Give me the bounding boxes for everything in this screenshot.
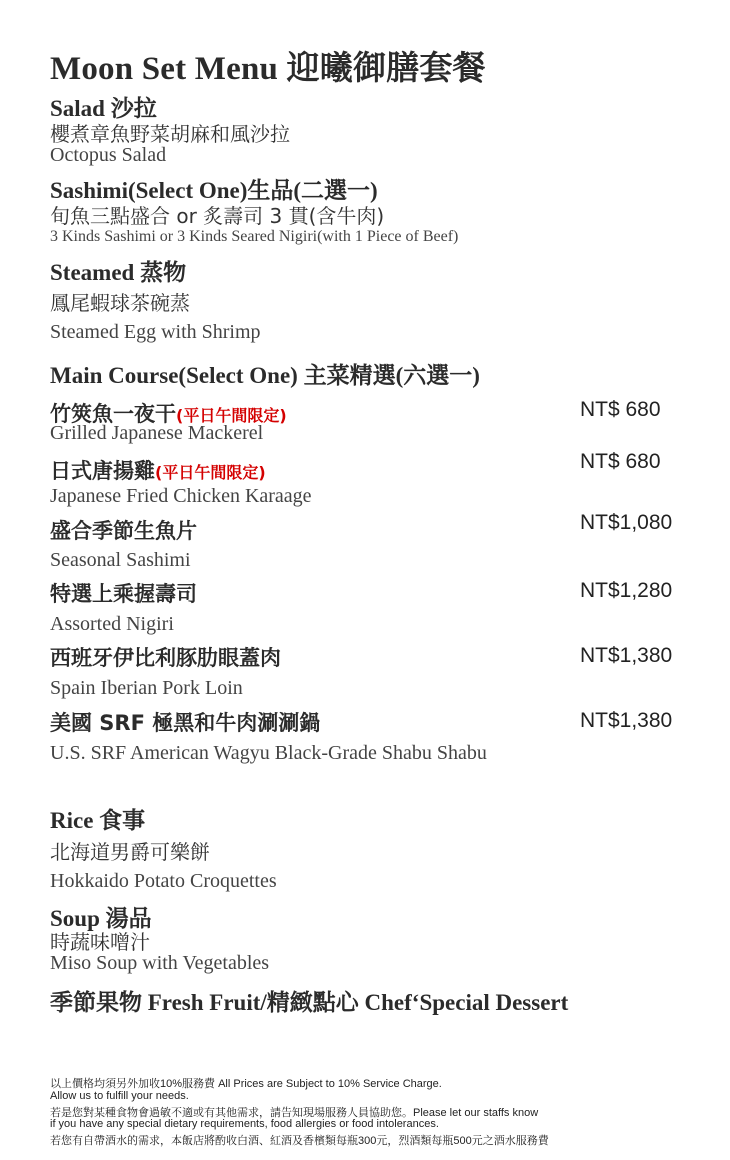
sashimi-en: 3 Kinds Sashimi or 3 Kinds Seared Nigiri(with 1 Piece of Beef) <box>50 228 459 245</box>
rice-heading: Rice 食事 <box>50 808 146 833</box>
sashimi-zh: 旬魚三點盛合 or 炙壽司 3 貫(含牛肉) <box>50 204 385 228</box>
main-item-2-price: NT$ 680 <box>580 450 661 473</box>
soup-en: Miso Soup with Vegetables <box>50 952 270 974</box>
main-item-2-note: (平日午間限定) <box>155 463 266 482</box>
menu-title: Moon Set Menu 迎曦御膳套餐 <box>50 51 486 87</box>
main-item-3-en: Seasonal Sashimi <box>50 549 191 571</box>
soup-zh: 時蔬味噌汁 <box>50 930 150 954</box>
rice-en: Hokkaido Potato Croquettes <box>50 870 277 892</box>
main-item-6-price: NT$1,380 <box>580 709 673 732</box>
steamed-heading: Steamed 蒸物 <box>50 260 187 285</box>
main-item-1-note: (平日午間限定) <box>176 406 287 425</box>
main-item-5-zh: 西班牙伊比利豚肋眼蓋肉 <box>50 646 281 670</box>
rice-zh: 北海道男爵可樂餅 <box>50 840 210 864</box>
main-item-6-zh: 美國 SRF 極黑和牛肉涮涮鍋 <box>50 711 321 735</box>
main-item-4-zh: 特選上乘握壽司 <box>50 582 197 606</box>
main-heading: Main Course(Select One) 主菜精選(六選一) <box>50 363 480 388</box>
main-item-4-price: NT$1,280 <box>580 579 673 602</box>
salad-en: Octopus Salad <box>50 144 167 166</box>
footer-line-5: 若您有自帶酒水的需求，本飯店將酌收白酒、紅酒及香檳類每瓶300元，烈酒類每瓶500元之酒水服務費 <box>50 1135 549 1147</box>
main-item-1-price: NT$ 680 <box>580 398 661 421</box>
main-item-2-zh: 日式唐揚雞(平日午間限定) <box>50 459 266 483</box>
main-item-3-price: NT$1,080 <box>580 511 673 534</box>
steamed-zh: 鳳尾蝦球茶碗蒸 <box>50 291 190 315</box>
steamed-en: Steamed Egg with Shrimp <box>50 321 261 343</box>
main-item-4-en: Assorted Nigiri <box>50 613 174 635</box>
dessert-line: 季節果物 Fresh Fruit/精緻點心 Chef‘Special Dessert <box>50 990 569 1015</box>
main-item-5-price: NT$1,380 <box>580 644 673 667</box>
main-item-6-en: U.S. SRF American Wagyu Black-Grade Shabu Shabu <box>50 742 487 764</box>
footer-line-2: Allow us to fulfill your needs. <box>50 1090 189 1102</box>
main-item-1-zh: 竹筴魚一夜干(平日午間限定) <box>50 402 287 426</box>
main-item-1-en: Grilled Japanese Mackerel <box>50 422 264 444</box>
soup-heading: Soup 湯品 <box>50 906 152 931</box>
salad-heading: Salad 沙拉 <box>50 96 157 121</box>
main-item-3-zh: 盛合季節生魚片 <box>50 519 197 543</box>
main-item-5-en: Spain Iberian Pork Loin <box>50 677 243 699</box>
footer-line-4: if you have any special dietary requirements, food allergies or food intolerances. <box>50 1118 439 1130</box>
footer-line-3: 若是您對某種食物會過敏不適或有其他需求，請告知現場服務人員協助您。Please let our staffs know <box>50 1107 539 1119</box>
footer-line-1: 以上價格均須另外加收10%服務費 All Prices are Subject to 10% Service Charge. <box>50 1078 442 1090</box>
sashimi-heading: Sashimi(Select One)生品(二選一) <box>50 178 378 203</box>
salad-zh: 櫻煮章魚野菜胡麻和風沙拉 <box>50 122 290 146</box>
main-item-2-en: Japanese Fried Chicken Karaage <box>50 485 312 507</box>
